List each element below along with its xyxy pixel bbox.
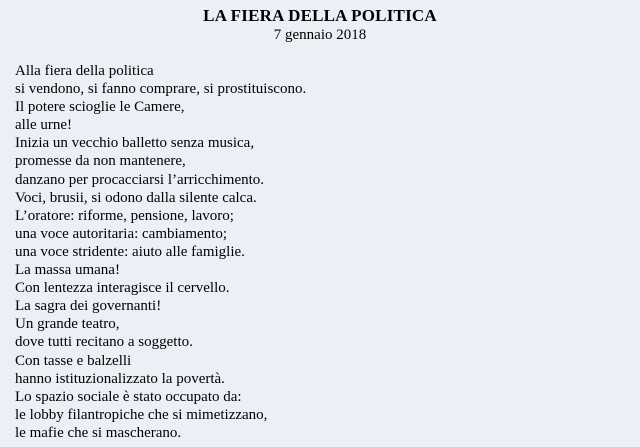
poem-line: Inizia un vecchio balletto senza musica, [15,135,255,152]
poem-line: Con lentezza interagisce il cervello. [15,280,230,297]
poem-line: Un grande teatro, [15,316,120,333]
poem-line: dove tutti recitano a soggetto. [15,334,193,351]
poem-line: L’oratore: riforme, pensione, lavoro; [15,207,234,224]
poem-line: Alla fiera della politica [15,63,154,79]
poem-line: danzano per procacciarsi l’arricchimento. [15,171,265,188]
poem-line: La sagra dei governanti! [15,298,162,315]
poem-line: hanno istituzionalizzato la povertà. [15,370,225,387]
poem-date: 7 gennaio 2018 [273,27,367,43]
poem-title: LA FIERA DELLA POLITICA [203,6,437,25]
poem-line: Lo spazio sociale è stato occupato da: [15,388,242,405]
poem-line: le mafie che si mascherano. [15,424,182,441]
poem-line: Il potere scioglie le Camere, [15,99,185,116]
poem-body [15,62,625,442]
poem-line: Con tasse e balzelli [15,352,132,369]
poem-line: una voce autoritaria: cambiamento; [15,225,227,242]
poem-line: Voci, brusii, si odono dalla silente calca. [15,189,257,206]
poem-line: una voce stridente: aiuto alle famiglie. [15,243,245,260]
poem-line: promesse da non mantenere, [15,153,186,170]
poem-line: La massa umana! [15,262,120,279]
poem-line: le lobby filantropiche che si mimetizzano, [15,406,268,423]
poem-line: si vendono, si fanno comprare, si prostituiscono. [15,81,307,98]
poem-line: alle urne! [15,117,73,134]
